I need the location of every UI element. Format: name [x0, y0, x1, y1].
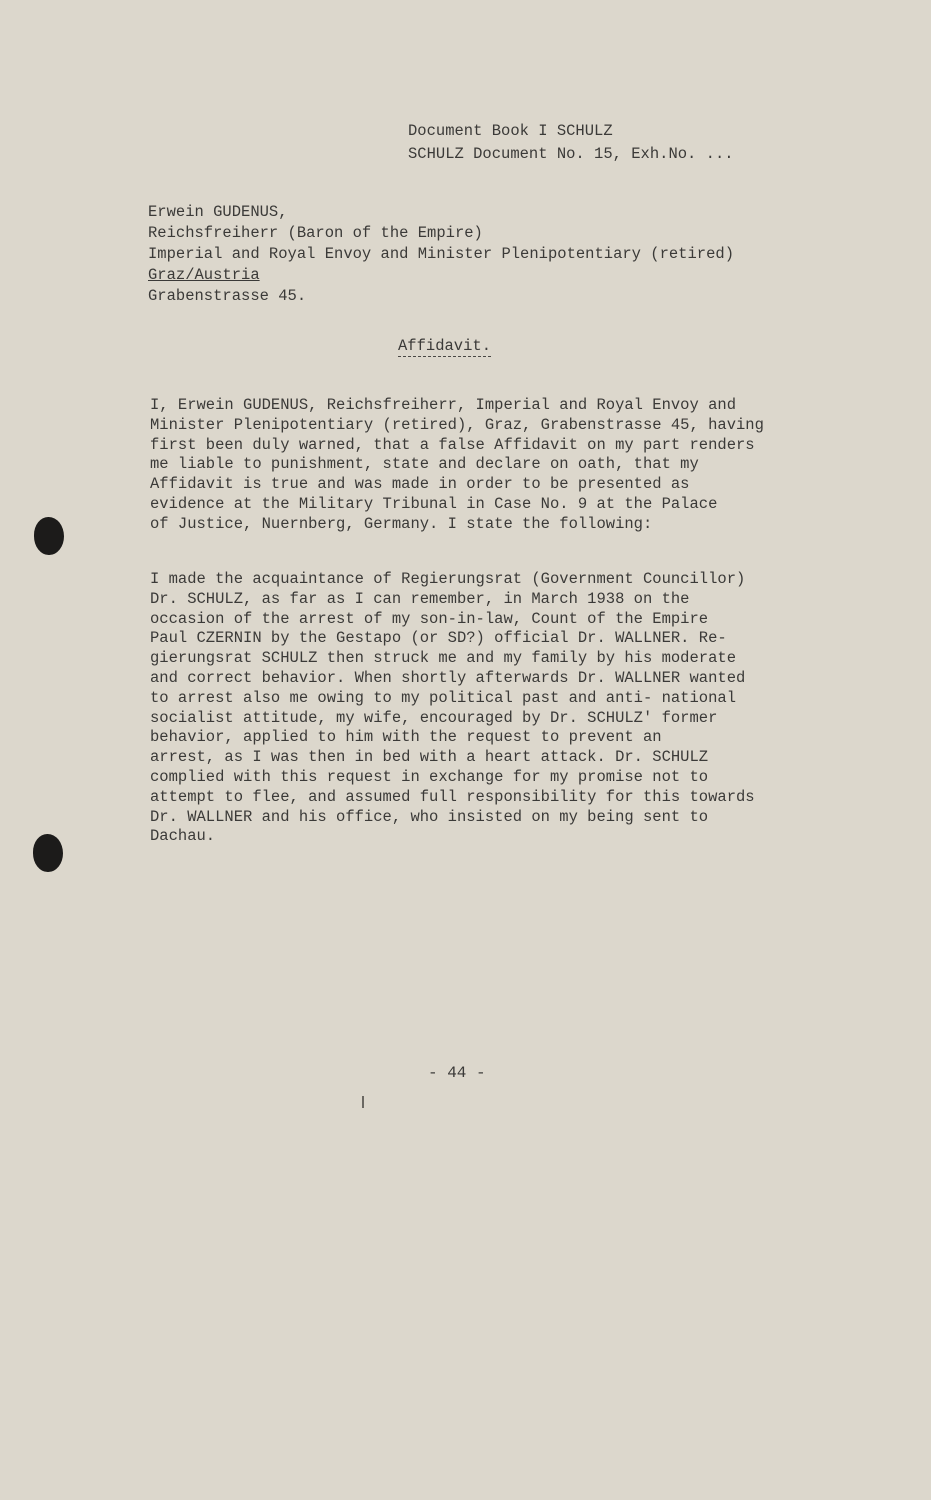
- header-line-1: Document Book I SCHULZ: [408, 122, 613, 140]
- text-line: Dr. SCHULZ, as far as I can remember, in March 1938 on the: [150, 589, 690, 608]
- text-line: and correct behavior. When shortly afterwards Dr. WALLNER wanted: [150, 668, 746, 687]
- text-line: occasion of the arrest of my son-in-law, Count of the Empire: [150, 609, 709, 628]
- paragraph-statement: [150, 570, 800, 847]
- text-line: socialist attitude, my wife, encouraged by Dr. SCHULZ' former: [150, 708, 718, 727]
- text-line: Paul CZERNIN by the Gestapo (or SD?) official Dr. WALLNER. Re-: [150, 629, 727, 648]
- text-line: Dachau.: [150, 827, 216, 846]
- sender-position: Imperial and Royal Envoy and Minister Plenipotentiary (retired): [148, 245, 734, 263]
- header-line-2: SCHULZ Document No. 15, Exh.No. ...: [408, 145, 734, 163]
- text-line: Minister Plenipotentiary (retired), Graz, Grabenstrasse 45, having: [150, 415, 764, 434]
- sender-city: Graz/Austria: [148, 266, 260, 284]
- text-line: I, Erwein GUDENUS, Reichsfreiherr, Imperial and Royal Envoy and: [150, 396, 736, 414]
- punch-hole: [33, 834, 63, 872]
- sender-street: Grabenstrasse 45.: [148, 287, 307, 305]
- punch-hole: [34, 517, 64, 555]
- document-title: Affidavit.: [398, 337, 492, 355]
- paragraph-oath: [150, 396, 800, 535]
- text-line: to arrest also me owing to my political past and anti- national: [150, 688, 736, 707]
- stray-mark: [362, 1096, 364, 1108]
- text-line: evidence at the Military Tribunal in Case No. 9 at the Palace: [150, 494, 718, 513]
- text-line: complied with this request in exchange for my promise not to: [150, 767, 709, 786]
- text-line: me liable to punishment, state and declare on oath, that my: [150, 455, 699, 474]
- text-line: gierungsrat SCHULZ then struck me and my family by his moderate: [150, 649, 736, 668]
- text-line: arrest, as I was then in bed with a heart attack. Dr. SCHULZ: [150, 748, 709, 767]
- page-number: - 44 -: [428, 1064, 486, 1082]
- sender-block: [148, 202, 734, 307]
- sender-title: Reichsfreiherr (Baron of the Empire): [148, 224, 483, 242]
- sender-name: Erwein GUDENUS,: [148, 203, 288, 221]
- text-line: Affidavit is true and was made in order to be presented as: [150, 475, 690, 494]
- text-line: attempt to flee, and assumed full responsibility for this towards: [150, 787, 755, 806]
- text-line: of Justice, Nuernberg, Germany. I state the following:: [150, 514, 653, 533]
- document-header: [408, 120, 734, 166]
- text-line: Dr. WALLNER and his office, who insisted on my being sent to: [150, 807, 709, 826]
- text-line: I made the acquaintance of Regierungsrat (Government Councillor): [150, 570, 746, 588]
- text-line: behavior, applied to him with the request to prevent an: [150, 728, 662, 747]
- text-line: first been duly warned, that a false Affidavit on my part renders: [150, 435, 755, 454]
